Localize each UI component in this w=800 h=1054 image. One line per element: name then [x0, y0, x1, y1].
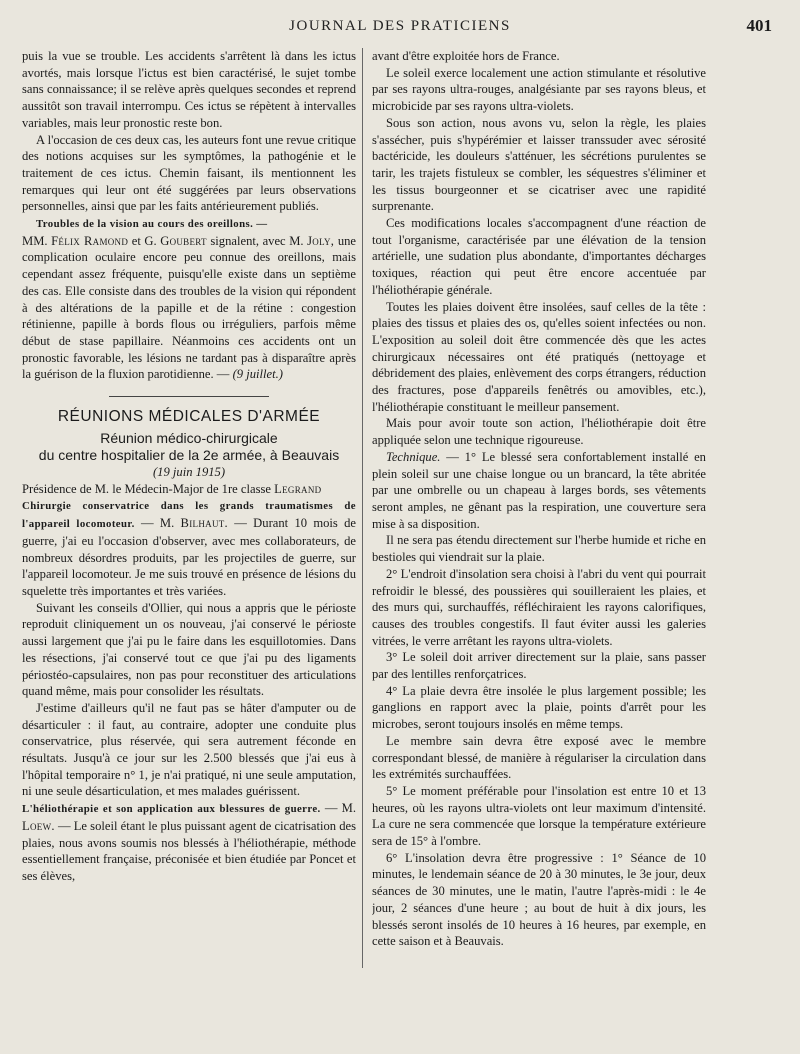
paragraph-technique-6: 6° L'insolation devra être progressive : 1° Séance de 10 minutes, le lendemain séance de 20 à 30 minutes, le 3e jour, deux séances de 30 minutes, une le matin, l'autre l'après-midi : le 4e jour, 2 séances d'une heure ; au bout de huit à dix jours, les blessés seront insolés de 10 heures à 16 heures, par exemple, en cette saison et à Beauvais. — [372, 850, 706, 949]
article-title-troubles: Troubles de la vision au cours des oreillons. — — [36, 218, 268, 231]
paragraph-ictus-end: puis la vue se trouble. Les accidents s'arrêtent là dans les ictus avortés, mais lorsque l'ictus est bien caractérisé, le sujet tombe sans connaissance; il se relève après quelques secondes et reprend aussitôt son travail interrompu. Ces ictus se répètent à intervalles variables, mais leur pronostic reste bon. — [22, 49, 356, 130]
paragraph-herbe: Il ne sera pas étendu directement sur l'herbe humide et riche en bestioles qui viendrait sur la plaie. — [372, 533, 706, 565]
page-number: 401 — [746, 16, 772, 35]
article-body-heliotherapie: — Le soleil étant le plus puissant agent de cicatrisation des plaies, nous avons soumis nos blessés à l'héliothérapie, méthode essentiellement française, préconisée et bien étudiée par Poncet et ses élèves, — [22, 818, 356, 883]
article-troubles-vision — [22, 215, 356, 383]
paragraph-critique: A l'occasion de ces deux cas, les auteurs font une revue critique des notions acquises sur les symptômes, la pathogénie et le traitement de ces ictus. Chemin faisant, ils mentionnent les remarques qui leur ont été suggérées par leurs observations personnelles, ainsi que par les faits antérieurement publiés. — [22, 132, 356, 214]
author-bilhaut: Bilhaut. — [180, 516, 228, 531]
article-with: signalent, avec M. — [210, 233, 304, 248]
author-ramond: Félix Ramond — [51, 233, 129, 248]
technique-label: Technique. — [386, 449, 441, 464]
article-dash-chirurgie: — M. — [141, 516, 175, 531]
article-title-chirurgie: Chirurgie conservatrice dans les grands traumatismes de l'appareil locomoteur. — [22, 500, 356, 531]
paragraph-technique-intro: Mais pour avoir toute son action, l'héliothérapie doit être appliquée selon une technique rigoureuse. — [372, 416, 706, 448]
section-divider — [109, 396, 269, 397]
article-date-troubles: (9 juillet.) — [232, 367, 283, 382]
article-body-troubles: une complication oculaire encore peu connue des oreillons, mais cependant assez fréquente, puisqu'elle existe dans un septième des cas. Elle consiste dans des troubles de la vision qui répondent à des altérations de la papille et de la rétine : congestion rétinienne, papille à bords flous ou irréguliers, parfois même début de stase papillaire. Néanmoins ces accidents ont un pronostic favorable, les lésions ne tardant pas à disparaître après la guérison de la fluxion parotidienne. — — [22, 233, 356, 382]
running-title: JOURNAL DES PRATICIENS — [289, 18, 511, 34]
right-column — [372, 48, 706, 1048]
author-goubert: Goubert — [160, 233, 207, 248]
paragraph-technique-3: 3° Le soleil doit arriver directement sur la plaie, sans passer par des lentilles renforçatrices. — [372, 650, 706, 682]
paragraph-france: avant d'être exploitée hors de France. — [372, 49, 560, 63]
article-dash-heliotherapie: — M. — [324, 801, 356, 816]
technique-1-text: — 1° Le blessé sera confortablement installé en plein soleil sur une chaise longue ou un brancard, la tête abritée par une ombrelle ou un chapeau à larges bords, ses vêtements seront amples, ne gênant pas la respiration, une couverture sera mise à sa disposition. — [372, 449, 706, 531]
section-subtitle-1: Réunion médico-chirurgicale — [100, 430, 278, 447]
author-loew: Loew. — [22, 818, 55, 833]
paragraph-membre-sain: Le membre sain devra être exposé avec le membre correspondant blessé, de manière à régulariser la circulation dans les extrémités surchauffées. — [372, 733, 706, 782]
presidence-text: Présidence de M. le Médecin-Major de 1re classe — [22, 481, 271, 496]
section-date: (19 juin 1915) — [152, 465, 226, 480]
paragraph-technique-2: 2° L'endroit d'insolation sera choisi à l'abri du vent qui pourrait refroidir le blessé, des poussières qui souilleraient les plaies, et des murs qui, surchauffés, réfléchiraient les rayons calorifiques, causes des troubles congestifs. Il faut éviter aussi les galeries vitrées, le verre arrêtant les rayons ultra-violets. — [372, 566, 706, 648]
section-title: RÉUNIONS MÉDICALES D'ARMÉE — [57, 408, 321, 426]
left-column — [22, 48, 356, 1048]
article-chirurgie — [22, 497, 356, 599]
presidence-line — [22, 481, 356, 498]
running-head — [24, 18, 776, 42]
column-rule — [362, 48, 363, 968]
paragraph-toutes-plaies: Toutes les plaies doivent être insolées, sauf celles de la tête : plaies des tissus et plaies des os, qu'elles soient infectées ou non. L'exposition au soleil doit être commencée dès que les actes chirurgicaux nécessaires ont été pratiqués (nettoyage et débridement des plaies, enlèvement des corps étrangers, réduction des fractures, pose d'appareils fenêtrés ou amovibles, etc.), l'héliothérapie constituant le meilleur pansement. — [372, 299, 706, 414]
paragraph-technique-4: 4° La plaie devra être insolée le plus largement possible; les ganglions en rapport avec la plaie, points d'arrêt pour les microbes, seront toujours insolés en même temps. — [372, 683, 706, 732]
article-heliotherapie — [22, 800, 356, 885]
president-name: Legrand — [274, 481, 322, 496]
paragraph-technique-5: 5° Le moment préférable pour l'insolation est entre 10 et 13 heures, où les rayons ultra-violets ont leur maximum d'intensité. La cure ne sera commencée que lorsque la température extérieure sera de 15° à l'ombre. — [372, 783, 706, 849]
article-and: et G. — [131, 233, 157, 248]
paragraph-ollier: Suivant les conseils d'Ollier, qui nous a appris que le périoste reproduit cliniquement un os nouveau, j'ai conservé le périoste aussi largement que j'ai pu le faire dans les esquillotomies. Dans les résections, j'ai conservé tout ce que j'ai pu des ligaments périostéo-capsulaires, non pas pour reconstituer des articulations quand même, mais pour consolider les résultats. — [22, 600, 356, 699]
paragraph-soleil-action: Le soleil exerce localement une action stimulante et résolutive par ses rayons ultra-rouges, analgésiante par ses rayons bleus, et microbicide par ses rayons ultra-violets. — [372, 65, 706, 114]
paragraph-plaies: Sous son action, nous avons vu, selon la règle, les plaies s'assécher, puis s'hypérémier et laisser transsuder avec sérosité bactéricide, les douleurs s'atténuer, les sécrétions purulentes se tarir, les trajets fistuleux se combler, les séquestres s'éliminer et les tissus bourgeonner et se cicatriser avec une rapidité surprenante. — [372, 115, 706, 214]
article-intro: MM. — [22, 233, 48, 248]
paragraph-modifications: Ces modifications locales s'accompagnent d'une réaction de tout l'organisme, caractérisée par une élévation de la tension artérielle, une sudation plus abondante, d'importantes décharges toxiques, réaction qui peut être encore accentuée par l'héliothérapie générale. — [372, 216, 706, 297]
article-body-chirurgie: — Durant 10 mois de guerre, j'ai eu l'occasion d'observer, avec mes collaborateurs, de nombreux désordres produits, par les projectiles de guerre, sur l'appareil locomoteur. Je me suis trouvé en présence de lésions du squelette très importantes et très variées. — [22, 516, 356, 598]
author-joly: Joly, — [307, 233, 335, 248]
paragraph-estime: J'estime d'ailleurs qu'il ne faut pas se hâter d'amputer ou de désarticuler : il faut, au contraire, adopter une conduite plus conservatrice, plus réservée, qui sera autrement féconde en résultats. Jusqu'à ce jour sur les 2.500 blessés que j'ai eus à l'hôpital temporaire n° 1, je n'ai pratiqué, ni une seule amputation, ni une seule désarticulation, et mes malades guérissent. — [22, 700, 356, 799]
article-title-heliotherapie: L'héliothérapie et son application aux blessures de guerre. — [22, 803, 321, 816]
section-subtitle-2: du centre hospitalier de la 2e armée, à Beauvais — [38, 447, 340, 464]
paragraph-technique-1 — [372, 449, 706, 533]
